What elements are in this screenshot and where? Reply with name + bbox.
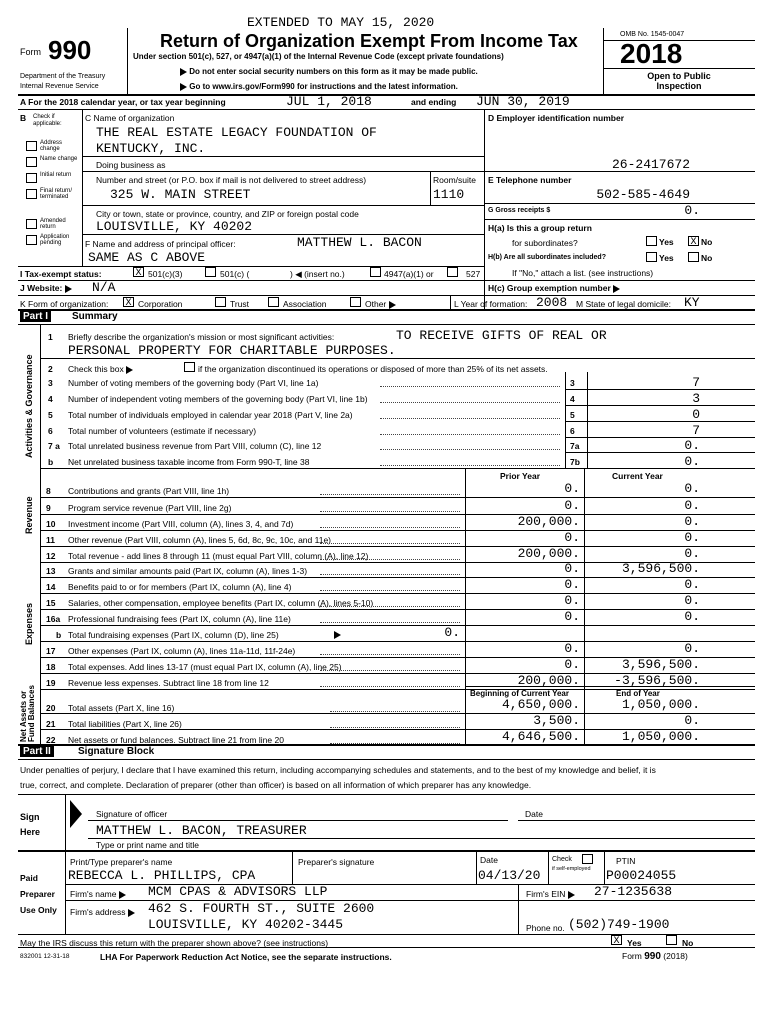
eoy-value[interactable]: 0.: [684, 713, 700, 728]
firm-name[interactable]: MCM CPAS & ADVISORS LLP: [148, 884, 328, 899]
street-address[interactable]: 325 W. MAIN STREET: [110, 187, 251, 202]
tax-year: 2018: [620, 38, 683, 69]
instructions-link[interactable]: Go to www.irs.gov/Form990 for instructions and the latest information.: [180, 82, 458, 91]
prior-year-value[interactable]: 200,000.: [517, 546, 580, 561]
paid-label: Paid: [20, 873, 38, 883]
line-2-number: 2: [48, 364, 53, 374]
form-number: 990: [48, 35, 92, 65]
sig-date-label: Date: [525, 809, 543, 819]
fin-dots: [320, 543, 460, 544]
here-label: Here: [20, 827, 41, 837]
fin-line-text: Other expenses (Part IX, column (A), lines 11a-11d, 11f-24e): [68, 646, 296, 656]
gov-line-number: 5: [48, 410, 53, 420]
501c-label: 501(c) (: [220, 269, 250, 279]
tax-exempt-status-label: I Tax-exempt status:: [20, 269, 102, 279]
fin-line-number: b: [56, 630, 62, 640]
prior-year-value[interactable]: 0.: [564, 498, 580, 513]
gov-line-rule: [565, 452, 755, 453]
use-only-label: Use Only: [20, 905, 57, 915]
gov-line-text: Net unrelated business taxable income from Form 990-T, line 38: [68, 457, 310, 467]
current-year-header: Current Year: [612, 471, 663, 481]
box-b-letter: B: [20, 113, 27, 123]
expenses-side-label: Expenses: [24, 602, 34, 645]
gov-dots: [380, 449, 560, 450]
fin-line-number: 10: [46, 519, 56, 529]
current-year-value[interactable]: 3,596,500.: [621, 657, 700, 672]
gov-line-number: 6: [48, 426, 53, 436]
net-line-text: Total assets (Part X, line 16): [68, 703, 175, 713]
gov-line-text: Number of independent voting members of the governing body (Part VI, line 1b): [68, 394, 368, 404]
fin-dots: [320, 622, 460, 623]
form-title: Return of Organization Exempt From Income Tax: [160, 31, 578, 51]
gov-dots: [380, 434, 560, 435]
fin-line-number: 9: [46, 503, 51, 513]
self-employed-label: if self-employed: [552, 866, 591, 872]
prior-year-value[interactable]: 0.: [564, 657, 580, 672]
net-line-text: Net assets or fund balances. Subtract line 21 from line 20: [68, 735, 284, 745]
discontinued-text: if the organization discontinued its operations or disposed of more than 25% of its net assets.: [198, 364, 548, 374]
current-year-value[interactable]: 0.: [684, 609, 700, 624]
fin-dots: [320, 654, 460, 655]
trust-checkbox[interactable]: [215, 297, 226, 307]
fin-line-number: 18: [46, 662, 56, 672]
city-label: City or town, state or province, country, and ZIP or foreign postal code: [96, 209, 359, 219]
gov-line-rule: [565, 389, 755, 390]
attach-list-note: If "No," attach a list. (see instructions): [512, 268, 654, 278]
net-dots: [330, 711, 460, 712]
lha-notice: LHA For Paperwork Reduction Act Notice, see the separate instructions.: [100, 952, 392, 962]
discuss-yes-checkbox[interactable]: X: [611, 935, 622, 945]
eoy-value[interactable]: 1,050,000.: [621, 697, 700, 712]
year-formation-label: L Year of formation:: [454, 299, 528, 309]
527-checkbox[interactable]: [447, 267, 458, 277]
gov-value[interactable]: 3: [692, 391, 700, 406]
gov-value[interactable]: 7: [692, 375, 700, 390]
footer-form: Form 990 (2018): [622, 951, 688, 962]
corporation-checkbox[interactable]: X: [123, 297, 134, 307]
net-line-text: Total liabilities (Part X, line 26): [68, 719, 182, 729]
tax-year-end[interactable]: JUN 30, 2019: [476, 94, 570, 109]
fin-line-text: Total revenue - add lines 8 through 11 (must equal Part VIII, column (A), line 12): [68, 551, 369, 561]
and-ending-label: and ending: [411, 97, 457, 107]
preparer-date[interactable]: 04/13/20: [478, 868, 541, 883]
firm-phone[interactable]: (502)749-1900: [568, 917, 670, 932]
amended-return-label: Amended return: [40, 218, 66, 230]
gov-line-number: 4: [48, 394, 53, 404]
trust-label: Trust: [230, 299, 250, 309]
boy-value[interactable]: 3,500.: [533, 713, 580, 728]
form-word: Form: [20, 47, 41, 57]
current-year-value[interactable]: 0.: [684, 530, 700, 545]
fin-line-text: Program service revenue (Part VIII, line 2g): [68, 503, 232, 513]
org-name-line2[interactable]: KENTUCKY, INC.: [96, 141, 206, 156]
discontinued-label: Check this box: [68, 364, 133, 374]
527-label: 527: [466, 269, 481, 279]
current-year-value[interactable]: 0.: [684, 498, 700, 513]
fin-line-text: Total fundraising expenses (Part IX, column (D), line 25): [68, 630, 279, 640]
address-change-checkbox[interactable]: [26, 141, 37, 151]
ssn-warning: Do not enter social security numbers on this form as it may be made public.: [180, 67, 478, 76]
form-subtitle: Under section 501(c), 527, or 4947(a)(1) of the Internal Revenue Code (except private foundations): [133, 52, 504, 61]
eoy-header: End of Year: [616, 689, 660, 698]
current-year-value[interactable]: 0.: [684, 514, 700, 529]
ha-yes-checkbox[interactable]: [646, 236, 657, 246]
firm-ein[interactable]: 27-1235638: [594, 884, 673, 899]
application-pending-label: Application pending: [40, 234, 70, 246]
sign-here-arrow: [70, 800, 82, 828]
fin-line-number: 14: [46, 582, 56, 592]
irs-label: Internal Revenue Service: [20, 83, 99, 90]
state-domicile-value[interactable]: KY: [684, 295, 700, 310]
all-subordinates-q: H(b) Are all subordinates included?: [488, 254, 606, 261]
501c3-checkbox[interactable]: X: [133, 267, 144, 277]
current-year-value[interactable]: 0.: [684, 641, 700, 656]
firm-address-line2[interactable]: LOUISVILLE, KY 40202-3445: [148, 917, 344, 932]
initial-return-checkbox[interactable]: [26, 173, 37, 183]
gov-line-number: 7 a: [48, 441, 60, 451]
fin-line-number: 19: [46, 678, 56, 688]
gov-line-text: Number of voting members of the governing body (Part VI, line 1a): [68, 378, 319, 388]
gov-box-number: 7b: [570, 457, 580, 467]
gov-dots: [380, 418, 560, 419]
fin-line-number: 15: [46, 598, 56, 608]
gov-line-rule: [565, 421, 755, 422]
fin-dots: [320, 590, 460, 591]
preparer-name-label: Print/Type preparer's name: [70, 857, 173, 867]
fin-dots: [320, 686, 460, 687]
gov-value[interactable]: 7: [692, 423, 700, 438]
gov-box-col2: [587, 372, 588, 468]
gov-dots: [380, 465, 560, 466]
form-of-org-label: K Form of organization:: [20, 299, 109, 309]
discuss-no-checkbox[interactable]: [666, 935, 677, 945]
fin-line-text: Grants and similar amounts paid (Part IX, column (A), lines 1-3): [68, 566, 308, 576]
phone-value[interactable]: 502-585-4649: [596, 187, 690, 202]
type-print-label: Type or print name and title: [96, 840, 200, 850]
open-public: Open to Public: [647, 71, 711, 81]
group-exemption-label: H(c) Group exemption number: [488, 283, 620, 293]
other-org-checkbox[interactable]: [350, 297, 361, 307]
website-label: J Website:: [20, 283, 72, 293]
prior-year-value[interactable]: 0.: [564, 593, 580, 608]
fin-line-text: Benefits paid to or for members (Part IX, column (A), line 4): [68, 582, 292, 592]
net-line-number: 20: [46, 703, 56, 713]
gross-receipts-value[interactable]: 0.: [684, 203, 700, 218]
insert-no-label: ) ◀ (insert no.): [290, 269, 345, 279]
form-code: 832001 12-31-18: [20, 953, 70, 960]
net-col: [465, 686, 466, 744]
fin-line-number: 8: [46, 486, 51, 496]
preparer-sig-label: Preparer's signature: [298, 857, 375, 867]
final-return-checkbox[interactable]: [26, 189, 37, 199]
self-employed-checkbox[interactable]: [582, 854, 593, 864]
room-suite[interactable]: 1110: [433, 187, 465, 202]
preparer-label: Preparer: [20, 889, 55, 899]
prior-year-value[interactable]: 0.: [564, 609, 580, 624]
boy-value[interactable]: 4,646,500.: [501, 729, 580, 744]
dba-label: Doing business as: [96, 160, 166, 170]
fin-line-text: Revenue less expenses. Subtract line 18 from line 12: [68, 678, 269, 688]
net-dots: [330, 727, 460, 728]
tax-year-begin[interactable]: JUL 1, 2018: [286, 94, 372, 109]
fin-dots: [320, 606, 460, 607]
state-domicile-label: M State of legal domicile:: [576, 299, 671, 309]
extension-note: EXTENDED TO MAY 15, 2020: [247, 15, 435, 30]
irs-discuss-q: May the IRS discuss this return with the preparer shown above? (see instructions): [20, 938, 329, 948]
discontinued-checkbox[interactable]: [184, 362, 195, 372]
corporation-label: Corporation: [138, 299, 183, 309]
gov-value[interactable]: 0: [692, 407, 700, 422]
prior-year-value[interactable]: 0.: [564, 530, 580, 545]
discuss-no-label: No: [682, 938, 694, 948]
gov-line-text: Total unrelated business revenue from Part VIII, column (C), line 12: [68, 441, 322, 451]
line-1-number: 1: [48, 332, 53, 342]
gov-box-number: 3: [570, 378, 575, 388]
firm-phone-label: Phone no.: [526, 923, 565, 933]
org-name-line1[interactable]: THE REAL ESTATE LEGACY FOUNDATION OF: [96, 125, 377, 140]
gov-box-number: 4: [570, 394, 575, 404]
final-return-label: Final return/ terminated: [40, 188, 73, 200]
gov-value[interactable]: 0.: [684, 454, 700, 469]
fin-line-number: 13: [46, 566, 56, 576]
line-a-label: A For the 2018 calendar year, or tax year beginning: [20, 97, 226, 107]
net-line-number: 21: [46, 719, 56, 729]
address-change-label: Address change: [40, 140, 63, 152]
prior-year-value[interactable]: 200,000.: [517, 514, 580, 529]
check-label: Check: [552, 856, 572, 863]
current-year-value[interactable]: 0.: [684, 593, 700, 608]
website-value[interactable]: N/A: [92, 280, 116, 295]
prior-year-header: Prior Year: [500, 471, 541, 481]
prior-year-value[interactable]: 0.: [564, 641, 580, 656]
preparer-ptin[interactable]: P00024055: [606, 868, 677, 883]
current-year-value[interactable]: 0.: [684, 481, 700, 496]
mission-label: Briefly describe the organization's mission or most significant activities:: [68, 332, 335, 342]
boy-header: Beginning of Current Year: [470, 689, 569, 698]
fin-line-text: Professional fundraising fees (Part IX, column (A), line 11e): [68, 614, 291, 624]
perjury-line2: true, correct, and complete. Declaration of preparer (other than officer) is based on all information of which preparer has any knowledge.: [20, 780, 532, 790]
gov-box-number: 6: [570, 426, 575, 436]
501c-checkbox[interactable]: [205, 267, 216, 277]
fin-dots: [320, 670, 460, 671]
fin-line-text: Investment income (Part VIII, column (A), lines 3, 4, and 7d): [68, 519, 294, 529]
fin-line-text: Other revenue (Part VIII, column (A), lines 5, 6d, 8c, 9c, 10c, and 11e): [68, 535, 331, 545]
gov-box-col: [565, 372, 566, 468]
principal-officer-name[interactable]: MATTHEW L. BACON: [297, 235, 422, 250]
part2-title: Signature Block: [78, 746, 155, 757]
hb-yes-label: Yes: [659, 253, 674, 263]
gov-box-number: 5: [570, 410, 575, 420]
hb-no-label: No: [701, 253, 713, 263]
gov-line-text: Total number of individuals employed in calendar year 2018 (Part V, line 2a): [68, 410, 353, 420]
firm-name-label: Firm's name: [70, 889, 126, 899]
application-pending-checkbox[interactable]: [26, 235, 37, 245]
501c3-label: 501(c)(3): [148, 269, 183, 279]
gov-dots: [380, 386, 560, 387]
net-assets-side-label: Net Assets or Fund Balances: [19, 685, 36, 742]
for-subordinates-label: for subordinates?: [512, 238, 578, 248]
part1-title: Summary: [72, 311, 118, 322]
firm-address-line1[interactable]: 462 S. FOURTH ST., SUITE 2600: [148, 901, 375, 916]
gov-value[interactable]: 0.: [684, 438, 700, 453]
gov-line-number: 3: [48, 378, 53, 388]
sign-label: Sign: [20, 812, 40, 822]
officer-name-title[interactable]: MATTHEW L. BACON, TREASURER: [96, 823, 307, 838]
gov-line-number: b: [48, 457, 54, 467]
mission-line1[interactable]: TO RECEIVE GIFTS OF REAL OR: [396, 328, 607, 343]
fin-dots: [320, 511, 460, 512]
sig-officer-label: Signature of officer: [96, 809, 168, 819]
fin-dots: [320, 574, 460, 575]
association-label: Association: [283, 299, 327, 309]
city-state-zip[interactable]: LOUISVILLE, KY 40202: [96, 219, 253, 234]
room-label: Room/suite: [433, 175, 476, 185]
part1-tag: Part I: [20, 311, 51, 322]
firm-ein-label: Firm's EIN: [526, 889, 575, 899]
ha-no-checkbox[interactable]: X: [688, 236, 699, 246]
name-change-checkbox[interactable]: [26, 157, 37, 167]
preparer-date-label: Date: [480, 855, 498, 865]
gov-line-rule: [565, 405, 755, 406]
fin-dots: [320, 494, 460, 495]
check-if-label: Check if applicable:: [33, 114, 62, 127]
ptin-label: PTIN: [616, 856, 636, 866]
fin-line-number: 11: [46, 535, 55, 545]
prior-year-value[interactable]: 0.: [564, 561, 580, 576]
principal-officer-label: F Name and address of principal officer:: [85, 239, 236, 249]
discuss-yes-label: Yes: [627, 938, 642, 948]
4947-checkbox[interactable]: [370, 267, 381, 277]
org-name-label: C Name of organization: [85, 113, 175, 123]
activities-governance-side-label: Activities & Governance: [24, 354, 34, 458]
net-line-number: 22: [46, 735, 56, 745]
street-label: Number and street (or P.O. box if mail is not delivered to street address): [96, 175, 367, 185]
gov-line-text: Total number of volunteers (estimate if necessary): [68, 426, 257, 436]
ein-label: D Employer identification number: [488, 113, 625, 123]
fin-line-number: 12: [46, 551, 56, 561]
fundraising-arrow: [334, 631, 341, 639]
current-year-value[interactable]: 0.: [684, 546, 700, 561]
eoy-value[interactable]: 1,050,000.: [621, 729, 700, 744]
year-formation-value[interactable]: 2008: [536, 295, 568, 310]
prior-year-value[interactable]: 0.: [564, 577, 580, 592]
other-org-label: Other: [365, 299, 396, 309]
gov-box-number: 7a: [570, 441, 580, 451]
boy-value[interactable]: 4,650,000.: [501, 697, 580, 712]
current-year-value[interactable]: 3,596,500.: [621, 561, 700, 576]
hb-yes-checkbox[interactable]: [646, 252, 657, 262]
part2-tag: Part II: [20, 746, 54, 757]
fin-line-number: 16a: [46, 614, 61, 624]
perjury-line1: Under penalties of perjury, I declare that I have examined this return, including accompanying schedules and statements, and to the best of my knowledge and belief, it is: [20, 765, 656, 775]
ein-value[interactable]: 26-2417672: [611, 157, 690, 172]
fin-line-number: 17: [46, 646, 56, 656]
inspection: Inspection: [656, 81, 702, 91]
fin-line-text: Total expenses. Add lines 13-17 (must equal Part IX, column (A), line 25): [68, 662, 342, 672]
current-year-value[interactable]: 0.: [684, 577, 700, 592]
hb-no-checkbox[interactable]: [688, 252, 699, 262]
principal-officer-address[interactable]: SAME AS C ABOVE: [88, 250, 206, 265]
omb-number: OMB No. 1545-0047: [620, 31, 685, 38]
fin-dots: [320, 527, 460, 528]
name-change-label: Name change: [40, 156, 78, 162]
prior-year-value[interactable]: 0.: [564, 481, 580, 496]
current-year-value[interactable]: -3,596,500.: [614, 673, 700, 688]
fin-dots: [320, 559, 460, 560]
fundraising-inline-value[interactable]: 0.: [444, 625, 460, 640]
dept-treasury: Department of the Treasury: [20, 73, 106, 80]
fin-line-text: Contributions and grants (Part VIII, line 1h): [68, 486, 230, 496]
ha-yes-label: Yes: [659, 237, 674, 247]
gov-dots: [380, 402, 560, 403]
revenue-side-label: Revenue: [24, 496, 34, 534]
4947-label: 4947(a)(1) or: [384, 269, 434, 279]
association-checkbox[interactable]: [268, 297, 279, 307]
fin-line-text: Salaries, other compensation, employee benefits (Part IX, column (A), lines 5-10): [68, 598, 374, 608]
gov-bottom-rule: [40, 468, 755, 469]
amended-return-checkbox[interactable]: [26, 219, 37, 229]
prior-year-value[interactable]: 200,000.: [517, 673, 580, 688]
initial-return-label: Initial return: [40, 172, 72, 178]
mission-line2[interactable]: PERSONAL PROPERTY FOR CHARITABLE PURPOSES.: [68, 343, 396, 358]
ha-no-label: No: [701, 237, 713, 247]
gross-receipts-label: G Gross receipts $: [488, 207, 551, 214]
group-return-q: H(a) Is this a group return: [488, 223, 592, 233]
phone-label: E Telephone number: [488, 175, 572, 185]
firm-address-label: Firm's address: [70, 907, 135, 917]
preparer-name[interactable]: REBECCA L. PHILLIPS, CPA: [68, 868, 256, 883]
